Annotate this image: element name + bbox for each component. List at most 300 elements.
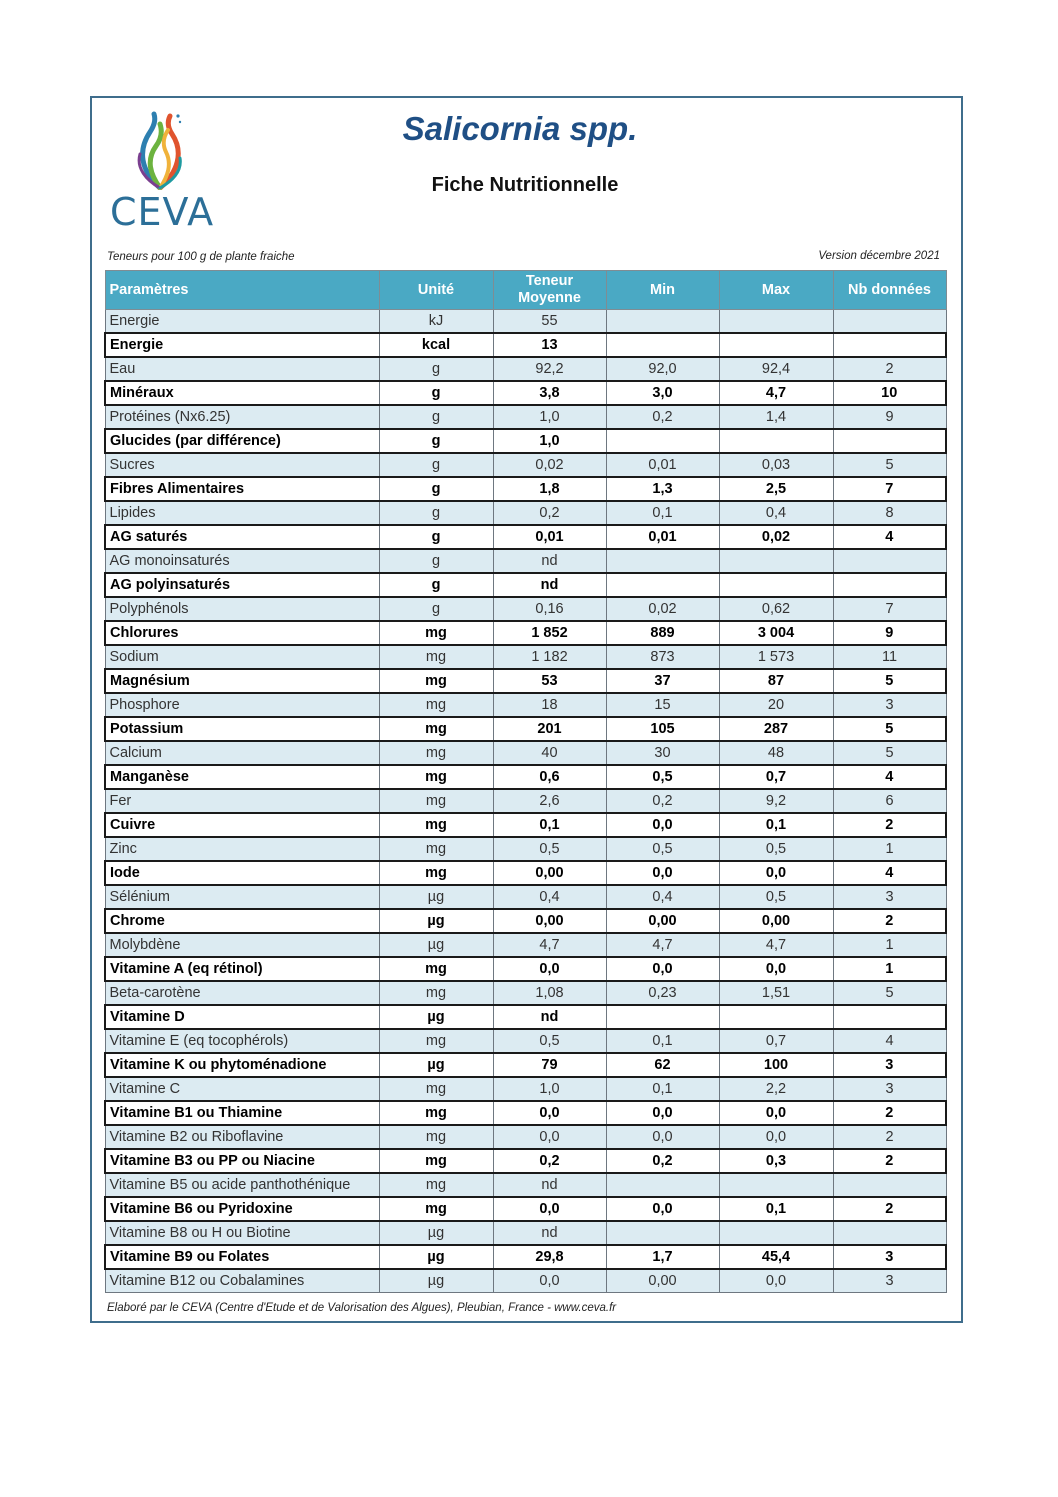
value-cell [606, 429, 719, 453]
value-cell: 0,2 [606, 405, 719, 429]
value-cell: 3,0 [606, 381, 719, 405]
value-cell: 13 [493, 333, 606, 357]
value-cell: nd [493, 1173, 606, 1197]
value-cell: 0,02 [719, 525, 833, 549]
value-cell: 1 [833, 837, 946, 861]
value-cell: 0,16 [493, 597, 606, 621]
value-cell: 1 852 [493, 621, 606, 645]
value-cell [719, 549, 833, 573]
value-cell: mg [379, 1029, 493, 1053]
parameter-cell: Vitamine E (eq tocophérols) [105, 1029, 379, 1053]
value-cell: 0,5 [606, 837, 719, 861]
value-cell: 2 [833, 357, 946, 381]
table-row [105, 573, 946, 597]
value-cell: 4,7 [606, 933, 719, 957]
column-header: Max [719, 271, 833, 310]
value-cell: 0,0 [719, 861, 833, 885]
table-row [105, 405, 946, 429]
value-cell: 0,0 [719, 1101, 833, 1125]
value-cell: mg [379, 1173, 493, 1197]
value-cell [833, 549, 946, 573]
value-cell: 3 [833, 1269, 946, 1293]
value-cell: 10 [833, 381, 946, 405]
value-cell: 2,6 [493, 789, 606, 813]
table-row [105, 813, 946, 837]
value-cell: 0,5 [493, 837, 606, 861]
value-cell: 4,7 [719, 933, 833, 957]
value-cell: 92,4 [719, 357, 833, 381]
value-cell: µg [379, 1221, 493, 1245]
value-cell [606, 1005, 719, 1029]
value-cell: 0,0 [719, 1125, 833, 1149]
value-cell: 62 [606, 1053, 719, 1077]
seaweed-logo-icon [110, 110, 210, 190]
value-cell: 5 [833, 453, 946, 477]
value-cell: mg [379, 669, 493, 693]
value-cell: 1,3 [606, 477, 719, 501]
value-cell [833, 1173, 946, 1197]
ceva-logo [110, 110, 215, 235]
value-cell: mg [379, 837, 493, 861]
value-cell: 0,00 [606, 909, 719, 933]
value-cell: nd [493, 1005, 606, 1029]
value-cell: 3 [833, 1053, 946, 1077]
table-row [105, 645, 946, 669]
table-row [105, 1221, 946, 1245]
value-cell: 0,00 [606, 1269, 719, 1293]
value-cell: 0,0 [606, 861, 719, 885]
parameter-cell: Sélénium [105, 885, 379, 909]
value-cell: 0,62 [719, 597, 833, 621]
value-cell: g [379, 597, 493, 621]
value-cell: mg [379, 1077, 493, 1101]
parameter-cell: Vitamine A (eq rétinol) [105, 957, 379, 981]
value-cell: 92,0 [606, 357, 719, 381]
value-cell: mg [379, 645, 493, 669]
value-cell: 0,0 [719, 1269, 833, 1293]
value-cell: kJ [379, 310, 493, 334]
value-cell: 37 [606, 669, 719, 693]
value-cell: 5 [833, 669, 946, 693]
value-cell: mg [379, 861, 493, 885]
value-cell: 0,00 [493, 909, 606, 933]
parameter-cell: Vitamine B3 ou PP ou Niacine [105, 1149, 379, 1173]
table-row [105, 1029, 946, 1053]
value-cell: 5 [833, 981, 946, 1005]
value-cell: 0,5 [719, 837, 833, 861]
value-cell: 0,1 [606, 501, 719, 525]
parameter-cell: Vitamine C [105, 1077, 379, 1101]
parameter-cell: Chlorures [105, 621, 379, 645]
value-cell: 0,0 [606, 957, 719, 981]
value-cell: 0,01 [493, 525, 606, 549]
table-row [105, 310, 946, 334]
value-cell [719, 333, 833, 357]
value-cell: nd [493, 1221, 606, 1245]
value-cell: 0,03 [719, 453, 833, 477]
value-cell: 0,0 [606, 813, 719, 837]
value-cell: 0,0 [493, 1269, 606, 1293]
value-cell: 100 [719, 1053, 833, 1077]
value-cell: 92,2 [493, 357, 606, 381]
value-cell: mg [379, 789, 493, 813]
value-cell: 0,2 [606, 789, 719, 813]
value-cell: 1,4 [719, 405, 833, 429]
parameter-cell: Phosphore [105, 693, 379, 717]
value-cell: 5 [833, 741, 946, 765]
value-cell [606, 333, 719, 357]
value-cell: nd [493, 549, 606, 573]
value-cell: 0,0 [493, 1197, 606, 1221]
value-cell: 0,0 [606, 1101, 719, 1125]
value-cell: 1,51 [719, 981, 833, 1005]
value-cell: mg [379, 765, 493, 789]
value-cell: µg [379, 933, 493, 957]
value-cell: 0,1 [606, 1077, 719, 1101]
document-title: Salicornia spp. [402, 110, 638, 147]
value-cell: mg [379, 813, 493, 837]
table-row [105, 909, 946, 933]
table-body [105, 310, 946, 1293]
table-row [105, 861, 946, 885]
value-cell: 6 [833, 789, 946, 813]
value-cell: g [379, 501, 493, 525]
value-cell: nd [493, 573, 606, 597]
value-cell: 0,7 [719, 765, 833, 789]
value-cell: 3 [833, 693, 946, 717]
value-cell: 7 [833, 597, 946, 621]
parameter-cell: Vitamine K ou phytoménadione [105, 1053, 379, 1077]
value-cell: kcal [379, 333, 493, 357]
value-cell: 105 [606, 717, 719, 741]
value-cell: g [379, 573, 493, 597]
table-row [105, 621, 946, 645]
parameter-cell: Calcium [105, 741, 379, 765]
table-row [105, 525, 946, 549]
table-row [105, 453, 946, 477]
value-cell [606, 1221, 719, 1245]
column-header: Teneur Moyenne [493, 271, 606, 310]
value-cell: 30 [606, 741, 719, 765]
value-cell: g [379, 453, 493, 477]
value-cell: g [379, 405, 493, 429]
parameter-cell: Energie [105, 333, 379, 357]
value-cell: g [379, 429, 493, 453]
parameter-cell: Chrome [105, 909, 379, 933]
parameter-cell: Eau [105, 357, 379, 381]
value-cell: µg [379, 1053, 493, 1077]
parameter-cell: Potassium [105, 717, 379, 741]
value-cell [833, 1005, 946, 1029]
value-cell: 4,7 [719, 381, 833, 405]
value-cell: 3 004 [719, 621, 833, 645]
document-subtitle: Fiche Nutritionnelle [431, 174, 619, 196]
value-cell: µg [379, 1269, 493, 1293]
table-row [105, 933, 946, 957]
value-cell: µg [379, 909, 493, 933]
value-cell [719, 310, 833, 334]
value-cell: 0,1 [719, 813, 833, 837]
value-cell: 0,0 [606, 1197, 719, 1221]
value-cell [833, 310, 946, 334]
table-row [105, 1125, 946, 1149]
value-cell: 0,01 [606, 453, 719, 477]
parameter-cell: AG polyinsaturés [105, 573, 379, 597]
value-cell: 4 [833, 525, 946, 549]
parameter-cell: Manganèse [105, 765, 379, 789]
value-cell: µg [379, 885, 493, 909]
value-cell: 1 [833, 933, 946, 957]
table-row [105, 501, 946, 525]
value-cell: 0,4 [719, 501, 833, 525]
value-cell: g [379, 381, 493, 405]
content-basis-note: Teneurs pour 100 g de plante fraiche [107, 251, 295, 263]
value-cell: 5 [833, 717, 946, 741]
value-cell: 201 [493, 717, 606, 741]
value-cell: mg [379, 1101, 493, 1125]
value-cell: 4 [833, 1029, 946, 1053]
value-cell: 3,8 [493, 381, 606, 405]
value-cell: 1,7 [606, 1245, 719, 1269]
table-row [105, 837, 946, 861]
value-cell: 18 [493, 693, 606, 717]
table-row [105, 957, 946, 981]
table-row [105, 885, 946, 909]
value-cell: 0,0 [493, 957, 606, 981]
value-cell: 8 [833, 501, 946, 525]
parameter-cell: Vitamine B8 ou H ou Biotine [105, 1221, 379, 1245]
parameter-cell: Glucides (par différence) [105, 429, 379, 453]
parameter-cell: Vitamine B9 ou Folates [105, 1245, 379, 1269]
value-cell: 55 [493, 310, 606, 334]
value-cell: mg [379, 741, 493, 765]
value-cell: mg [379, 1125, 493, 1149]
table-row [105, 789, 946, 813]
value-cell: 0,0 [606, 1125, 719, 1149]
value-cell [719, 429, 833, 453]
value-cell: 15 [606, 693, 719, 717]
value-cell: 87 [719, 669, 833, 693]
value-cell [833, 429, 946, 453]
value-cell: mg [379, 1149, 493, 1173]
value-cell: 3 [833, 885, 946, 909]
table-row [105, 765, 946, 789]
value-cell: 0,23 [606, 981, 719, 1005]
value-cell: 9,2 [719, 789, 833, 813]
version-note: Version décembre 2021 [818, 250, 940, 262]
column-header: Paramètres [105, 271, 379, 310]
table-row [105, 981, 946, 1005]
value-cell: 0,5 [606, 765, 719, 789]
column-header: Nb données [833, 271, 946, 310]
value-cell: 1,0 [493, 405, 606, 429]
value-cell: 53 [493, 669, 606, 693]
value-cell [719, 573, 833, 597]
value-cell: 287 [719, 717, 833, 741]
table-row [105, 1053, 946, 1077]
value-cell: 1 [833, 957, 946, 981]
value-cell: 0,1 [606, 1029, 719, 1053]
value-cell: 0,4 [493, 885, 606, 909]
logo-text: CEVA [110, 190, 215, 234]
value-cell: 3 [833, 1077, 946, 1101]
table-row [105, 357, 946, 381]
value-cell: 11 [833, 645, 946, 669]
value-cell: 0,6 [493, 765, 606, 789]
value-cell [606, 549, 719, 573]
value-cell: 2 [833, 1125, 946, 1149]
value-cell: 0,4 [606, 885, 719, 909]
column-header: Min [606, 271, 719, 310]
value-cell: 2 [833, 1197, 946, 1221]
parameter-cell: Beta-carotène [105, 981, 379, 1005]
parameter-cell: Fer [105, 789, 379, 813]
parameter-cell: Magnésium [105, 669, 379, 693]
value-cell: mg [379, 621, 493, 645]
value-cell: 0,0 [493, 1125, 606, 1149]
value-cell: 0,5 [719, 885, 833, 909]
value-cell [606, 573, 719, 597]
value-cell [833, 333, 946, 357]
value-cell: µg [379, 1005, 493, 1029]
value-cell: 1 573 [719, 645, 833, 669]
value-cell: mg [379, 693, 493, 717]
footer-credit: Elaboré par le CEVA (Centre d'Etude et de Valorisation des Algues), Pleubian, France - www.ceva.fr [107, 1302, 617, 1314]
table-row [105, 477, 946, 501]
value-cell: mg [379, 1197, 493, 1221]
value-cell: 4 [833, 861, 946, 885]
value-cell: 2 [833, 813, 946, 837]
value-cell: 20 [719, 693, 833, 717]
table-row [105, 381, 946, 405]
parameter-cell: Vitamine B2 ou Riboflavine [105, 1125, 379, 1149]
table-row [105, 1077, 946, 1101]
value-cell: 4,7 [493, 933, 606, 957]
value-cell: 2 [833, 909, 946, 933]
value-cell: 889 [606, 621, 719, 645]
table-row [105, 741, 946, 765]
parameter-cell: Polyphénols [105, 597, 379, 621]
table-row [105, 429, 946, 453]
value-cell: 0,7 [719, 1029, 833, 1053]
table-row [105, 1197, 946, 1221]
table-row [105, 669, 946, 693]
parameter-cell: AG monoinsaturés [105, 549, 379, 573]
nutrition-table [104, 270, 947, 1293]
parameter-cell: Vitamine B12 ou Cobalamines [105, 1269, 379, 1293]
value-cell: 2,5 [719, 477, 833, 501]
table-header-row [105, 271, 946, 310]
value-cell: g [379, 477, 493, 501]
value-cell: 0,2 [606, 1149, 719, 1173]
value-cell: 0,0 [719, 957, 833, 981]
value-cell: 0,02 [493, 453, 606, 477]
value-cell [833, 1221, 946, 1245]
value-cell [719, 1005, 833, 1029]
value-cell: 0,2 [493, 1149, 606, 1173]
value-cell: 1,08 [493, 981, 606, 1005]
value-cell: 1,8 [493, 477, 606, 501]
value-cell: 1 182 [493, 645, 606, 669]
parameter-cell: Cuivre [105, 813, 379, 837]
table-row [105, 333, 946, 357]
parameter-cell: Fibres Alimentaires [105, 477, 379, 501]
table-row [105, 693, 946, 717]
parameter-cell: Zinc [105, 837, 379, 861]
value-cell: 0,01 [606, 525, 719, 549]
value-cell: 0,5 [493, 1029, 606, 1053]
value-cell [719, 1173, 833, 1197]
value-cell: 2,2 [719, 1077, 833, 1101]
table-row [105, 597, 946, 621]
value-cell: 79 [493, 1053, 606, 1077]
parameter-cell: Vitamine B1 ou Thiamine [105, 1101, 379, 1125]
table-row [105, 1101, 946, 1125]
parameter-cell: AG saturés [105, 525, 379, 549]
value-cell [606, 1173, 719, 1197]
parameter-cell: Vitamine B5 ou acide panthothénique [105, 1173, 379, 1197]
value-cell: g [379, 549, 493, 573]
parameter-cell: Energie [105, 310, 379, 334]
value-cell: g [379, 525, 493, 549]
column-header: Unité [379, 271, 493, 310]
table-row [105, 1269, 946, 1293]
parameter-cell: Minéraux [105, 381, 379, 405]
value-cell: 9 [833, 405, 946, 429]
value-cell: 0,2 [493, 501, 606, 525]
value-cell: 0,00 [719, 909, 833, 933]
value-cell: g [379, 357, 493, 381]
value-cell: 0,3 [719, 1149, 833, 1173]
table-row [105, 549, 946, 573]
value-cell: 7 [833, 477, 946, 501]
value-cell: 1,0 [493, 1077, 606, 1101]
value-cell [719, 1221, 833, 1245]
parameter-cell: Sodium [105, 645, 379, 669]
value-cell: 873 [606, 645, 719, 669]
value-cell [833, 573, 946, 597]
value-cell: µg [379, 1245, 493, 1269]
value-cell: 3 [833, 1245, 946, 1269]
value-cell: 4 [833, 765, 946, 789]
table-row [105, 717, 946, 741]
value-cell: 48 [719, 741, 833, 765]
parameter-cell: Molybdène [105, 933, 379, 957]
value-cell: 0,0 [493, 1101, 606, 1125]
parameter-cell: Lipides [105, 501, 379, 525]
parameter-cell: Iode [105, 861, 379, 885]
value-cell: 2 [833, 1149, 946, 1173]
value-cell: mg [379, 717, 493, 741]
parameter-cell: Sucres [105, 453, 379, 477]
table-row [105, 1245, 946, 1269]
value-cell: 0,00 [493, 861, 606, 885]
table-row [105, 1149, 946, 1173]
value-cell: mg [379, 981, 493, 1005]
value-cell [606, 310, 719, 334]
value-cell: 0,1 [719, 1197, 833, 1221]
value-cell: 45,4 [719, 1245, 833, 1269]
parameter-cell: Vitamine D [105, 1005, 379, 1029]
table-row [105, 1173, 946, 1197]
parameter-cell: Protéines (Nx6.25) [105, 405, 379, 429]
parameter-cell: Vitamine B6 ou Pyridoxine [105, 1197, 379, 1221]
value-cell: 9 [833, 621, 946, 645]
value-cell: 0,02 [606, 597, 719, 621]
value-cell: 1,0 [493, 429, 606, 453]
value-cell: 40 [493, 741, 606, 765]
table-row [105, 1005, 946, 1029]
